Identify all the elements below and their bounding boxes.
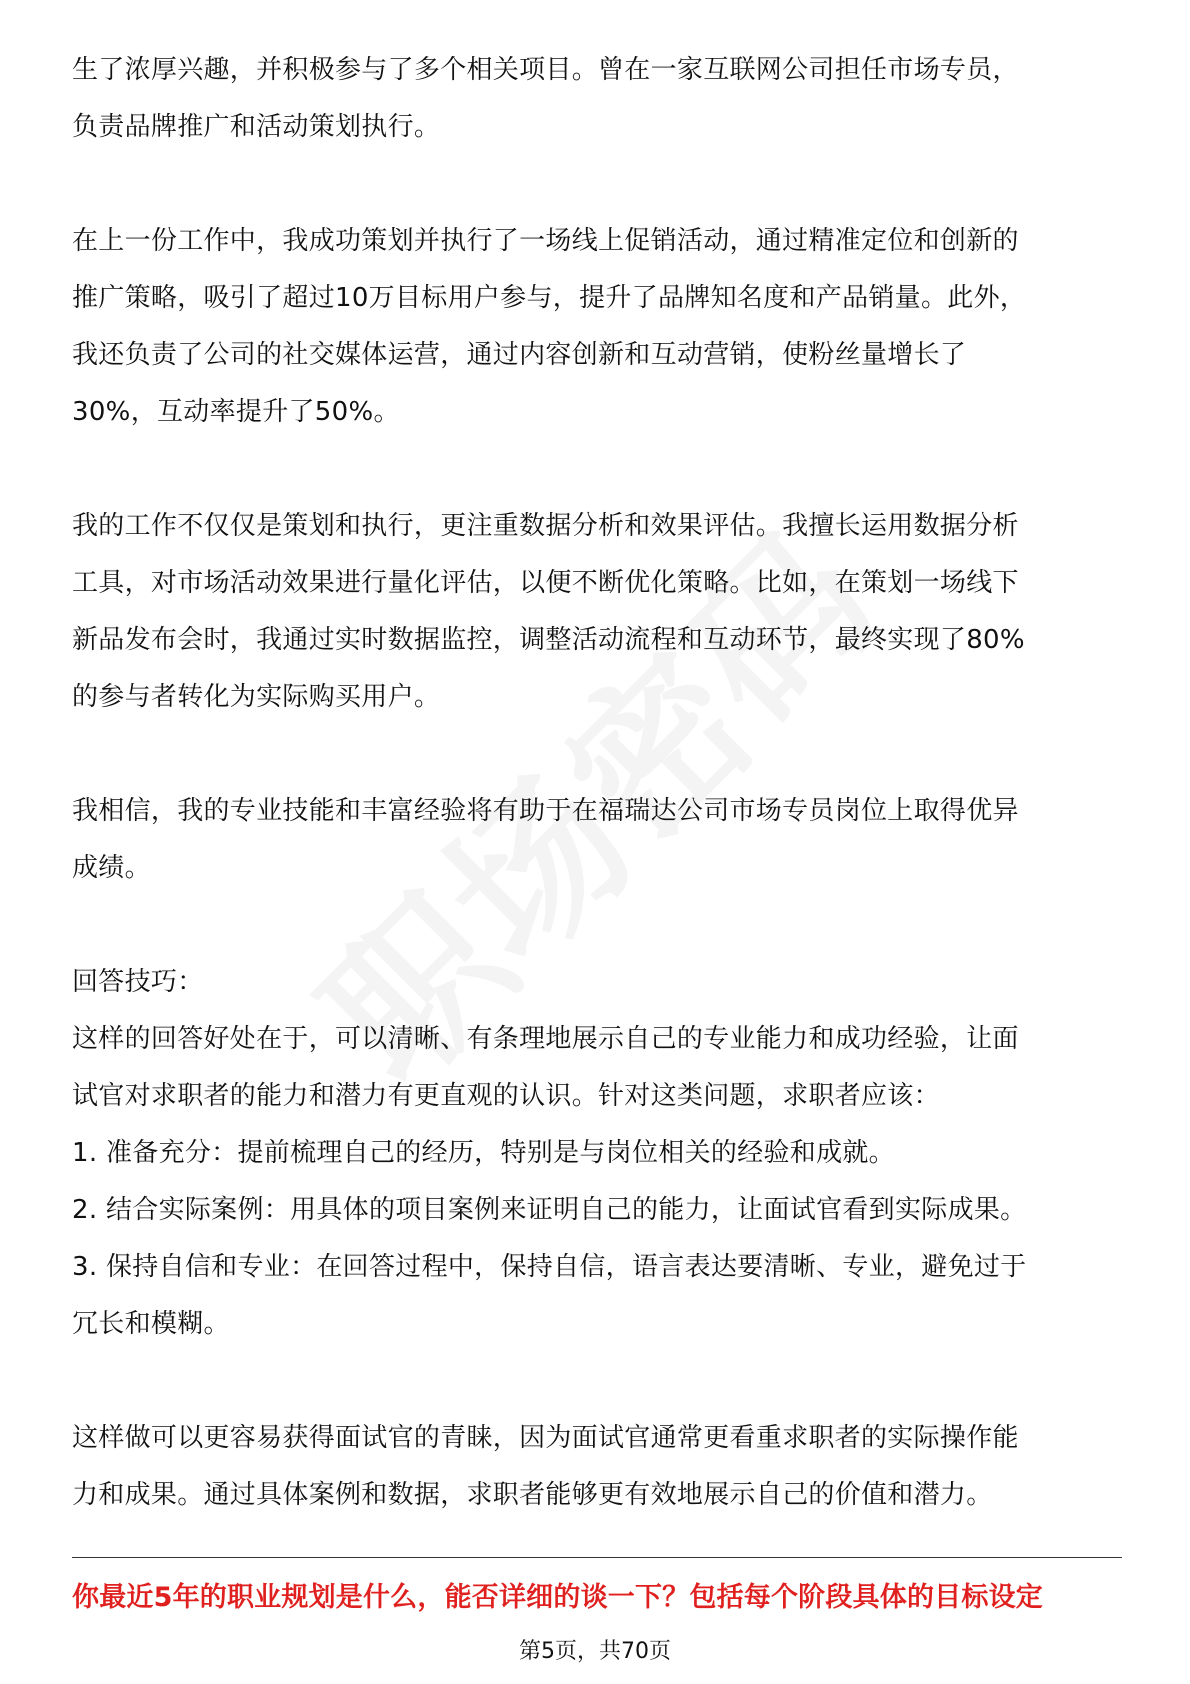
paragraph-conclusion: 这样做可以更容易获得面试官的青睐，因为面试官通常更看重求职者的实际操作能 力和成果。通过具体案例和数据，求职者能够更有效地展示自己的价值和潜力。: [72, 1423, 1019, 1510]
divider: [72, 1557, 1122, 1558]
paragraph-1: 生了浓厚兴趣，并积极参与了多个相关项目。曾在一家互联网公司担任市场专员， 负责品牌推广和活动策划执行。: [72, 55, 1019, 142]
paragraph-4: 我相信，我的专业技能和丰富经验将有助于在福瑞达公司市场专员岗位上取得优异 成绩。: [72, 796, 1019, 883]
answer-tips: 回答技巧： 这样的回答好处在于，可以清晰、有条理地展示自己的专业能力和成功经验，让面 试官对求职者的能力和潜力有更直观的认识。针对这类问题，求职者应该： 1. 准备充分：提前梳理自己的经历，特别是与岗位相关的经验和成就。 2. 结合实际案例：用具体的项目案例来证明自己的能力，让面试官看到实际成果。 3. 保持自信和专业：在回答过程中，保持自信，语言表达要清晰、专业，避免过于 冗长和模糊。: [72, 967, 1027, 1339]
next-question-heading: 你最近5年的职业规划是什么，能否详细的谈一下？包括每个阶段具体的目标设定: [72, 1582, 1043, 1613]
paragraph-2: 在上一份工作中，我成功策划并执行了一场线上促销活动，通过精准定位和创新的 推广策略，吸引了超过10万目标用户参与，提升了品牌知名度和产品销量。此外， 我还负责了公司的社交媒体运营，通过内容创新和互动营销，使粉丝量增长了 30%，互动率提升了50%。: [72, 226, 1027, 427]
paragraph-3: 我的工作不仅仅是策划和执行，更注重数据分析和效果评估。我擅长运用数据分析 工具，对市场活动效果进行量化评估，以便不断优化策略。比如，在策划一场线下 新品发布会时，我通过实时数据监控，调整活动流程和互动环节，最终实现了80% 的参与者转化为实际购买用户。: [72, 511, 1025, 712]
page-number-footer: 第5页，共70页: [519, 1639, 671, 1664]
body-content: [72, 42, 1122, 1524]
